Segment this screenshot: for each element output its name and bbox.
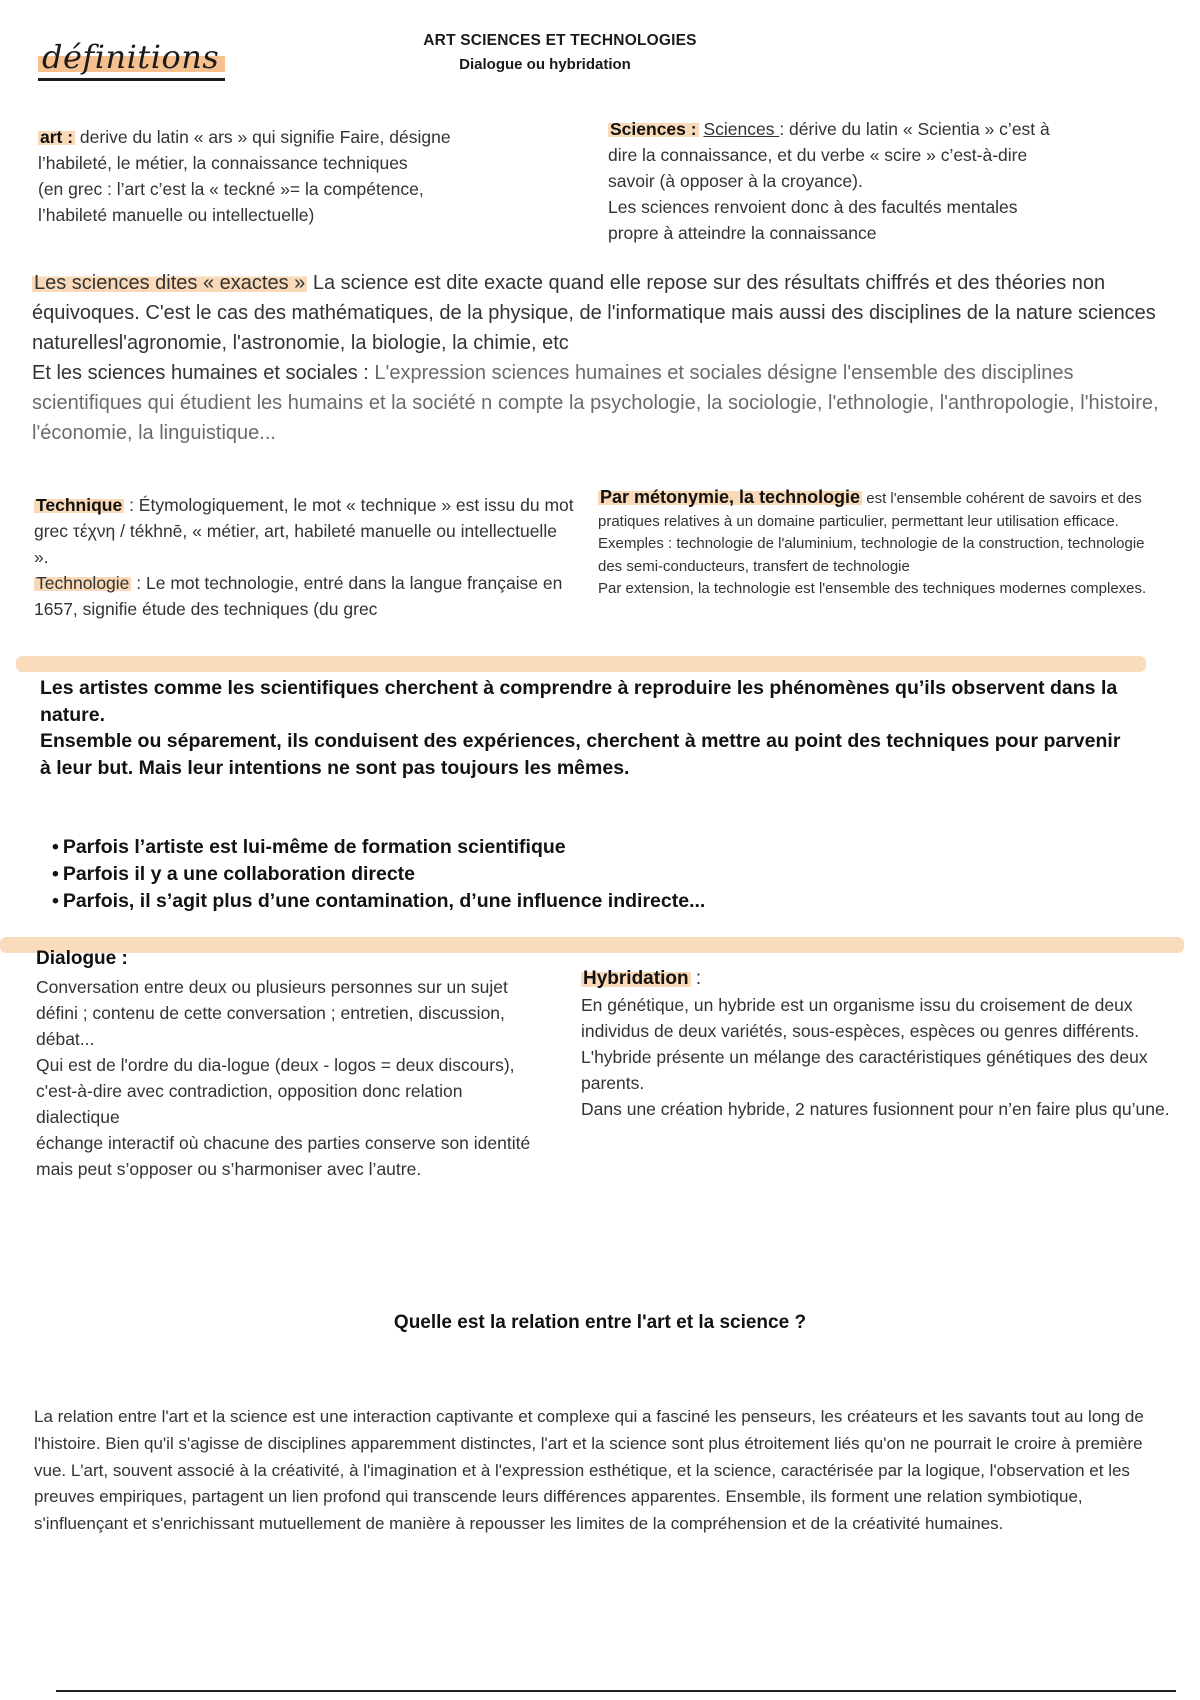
art-line-1: derive du latin « ars » qui signifie Faire, désigne	[75, 127, 451, 147]
sciences-exactes-lead: Les sciences dites « exactes »	[34, 272, 306, 294]
definition-sciences	[608, 116, 1168, 246]
art-line-4: l’habileté manuelle ou intellectuelle)	[38, 205, 315, 225]
dialogue-p2: Qui est de l'ordre du dia-logue (deux - logos = deux discours), c'est-à-dire avec contradiction, opposition donc relation dialectique	[36, 1055, 515, 1127]
section-question: Quelle est la relation entre l'art et la science ?	[393, 1312, 807, 1333]
term-technologie: Technologie	[36, 573, 130, 593]
bullet-item: • Parfois, il s’agit plus d’une contamination, d’une influence indirecte...	[52, 888, 1152, 915]
technique-text: : Étymologiquement, le mot « technique » est issu du mot grec τέχνη / tékhnē, « métier, art, habileté manuelle ou intellectuelle ».	[34, 495, 574, 567]
dialogue-p1: Conversation entre deux ou plusieurs personnes sur un sujet défini ; contenu de cette conversation ; entretien, discussion, débat...	[36, 977, 508, 1049]
art-line-3: (en grec : l’art c’est la « teckné »= la compétence,	[38, 179, 424, 199]
page-title: ART SCIENCES ET TECHNOLOGIES	[423, 32, 697, 49]
term-dialogue: Dialogue :	[36, 948, 128, 969]
bullet-item: • Parfois l’artiste est lui-même de formation scientifique	[52, 834, 1152, 861]
definition-dialogue	[36, 946, 546, 1182]
artistes-line-3: à leur but. Mais leur intentions ne sont pas toujours les mêmes.	[40, 756, 630, 779]
metonymie-text: est l'ensemble cohérent de savoirs et des pratiques relatives à un domaine particulier, permettant leur utilisation efficace.	[598, 490, 1142, 530]
metonymie-lead: Par métonymie, la technologie	[600, 487, 861, 507]
definition-metonymie	[598, 486, 1170, 601]
term-hybridation: Hybridation	[583, 968, 689, 989]
sciences-humaines-text: L'expression sciences humaines et sociales désigne l'ensemble des disciplines scientifiques qui étudient les humains et la société n compte la psychologie, la sociologie, l'ethnologie, l'anthropologie, l'histoire, l'économie, la linguistique...	[32, 362, 1159, 444]
sciences-line-1: : dérive du latin « Scientia » c’est à	[779, 119, 1050, 139]
sciences-underlined: Sciences	[703, 119, 780, 139]
sciences-line-3: savoir (à opposer à la croyance).	[608, 171, 863, 191]
artistes-line-1: Les artistes comme les scientifiques cherchent à comprendre à reproduire les phénomènes qu’ils observent dans la nature.	[40, 677, 1118, 726]
hybridation-p2: L'hybride présente un mélange des caractéristiques génétiques des deux parents.	[581, 1047, 1148, 1093]
definition-hybridation	[581, 966, 1181, 1122]
sciences-line-2: dire la connaissance, et du verbe « scire » c’est-à-dire	[608, 145, 1028, 165]
sciences-exactes-section	[32, 268, 1172, 448]
sciences-humaines-paragraph	[32, 358, 1172, 448]
term-technique: Technique	[36, 495, 123, 515]
title-block	[300, 32, 820, 73]
sciences-exactes-paragraph	[32, 268, 1172, 358]
bottom-rule	[56, 1690, 1176, 1692]
artistes-line-2: Ensemble ou séparement, ils conduisent des expériences, cherchent à mettre au point des techniques pour parvenir	[40, 730, 1121, 752]
conclusion-paragraph: La relation entre l'art et la science est une interaction captivante et complexe qui a fasciné les penseurs, les créateurs et les savants tout au long de l'histoire. Bien qu'il s'agisse de disciplines apparemment distinctes, l'art et la science sont plus étroitement liés qu'on ne pourrait le croire à première vue. L'art, souvent associé à la créativité, à l'imagination et à l'expression esthétique, et la science, caractérisée par la logique, l'observation et les preuves empiriques, partagent un lien profond qui transcende leurs différences apparentes. Ensemble, ils forment une relation symbiotique, s'influençant et s'enrichissant mutuellement de manière à repousser les limites de la compréhension et de la créativité humaines.	[34, 1407, 1144, 1534]
hybridation-p3: Dans une création hybride, 2 natures fusionnent pour n’en faire plus qu’une.	[581, 1099, 1170, 1119]
hybridation-p1: En génétique, un hybride est un organisme issu du croisement de deux individus de deux variétés, sous-espèces, espèces ou genres différents.	[581, 995, 1140, 1041]
definition-technique	[34, 492, 574, 622]
metonymie-examples: Exemples : technologie de l'aluminium, technologie de la construction, technologie des semi-conducteurs, transfert de technologie	[598, 535, 1145, 575]
highlight-band-top	[16, 656, 1146, 672]
artistes-paragraph	[40, 675, 1150, 781]
art-line-2: l’habileté, le métier, la connaissance techniques	[38, 153, 408, 173]
hybridation-colon: :	[690, 968, 702, 989]
term-art: art :	[40, 127, 74, 147]
definitions-handwritten-label: définitions	[38, 38, 225, 81]
sciences-line-4: Les sciences renvoient donc à des facultés mentales	[608, 197, 1018, 217]
sciences-exactes-text: La science est dite exacte quand elle repose sur des résultats chiffrés et des théories non équivoques. C'est le cas des mathématiques, de la physique, de l'informatique mais aussi des disciplines de la nature sciences naturellesl'agronomie, l'astronomie, la biologie, la chimie, etc	[32, 272, 1156, 354]
sciences-humaines-lead: Et les sciences humaines et sociales :	[32, 362, 369, 384]
definition-art	[38, 124, 558, 228]
technologie-text: : Le mot technologie, entré dans la langue française en 1657, signifie étude des techniques (du grec	[34, 573, 563, 619]
page-subtitle: Dialogue ou hybridation	[459, 56, 631, 73]
artistes-bullet-list	[52, 834, 1152, 915]
sciences-line-5: propre à atteindre la connaissance	[608, 223, 877, 243]
metonymie-extension: Par extension, la technologie est l'ensemble des techniques modernes complexes.	[598, 580, 1147, 597]
term-sciences: Sciences :	[610, 119, 697, 139]
dialogue-p3: échange interactif où chacune des parties conserve son identité mais peut s’opposer ou s’harmoniser avec l’autre.	[36, 1133, 531, 1179]
bullet-item: • Parfois il y a une collaboration directe	[52, 861, 1152, 888]
